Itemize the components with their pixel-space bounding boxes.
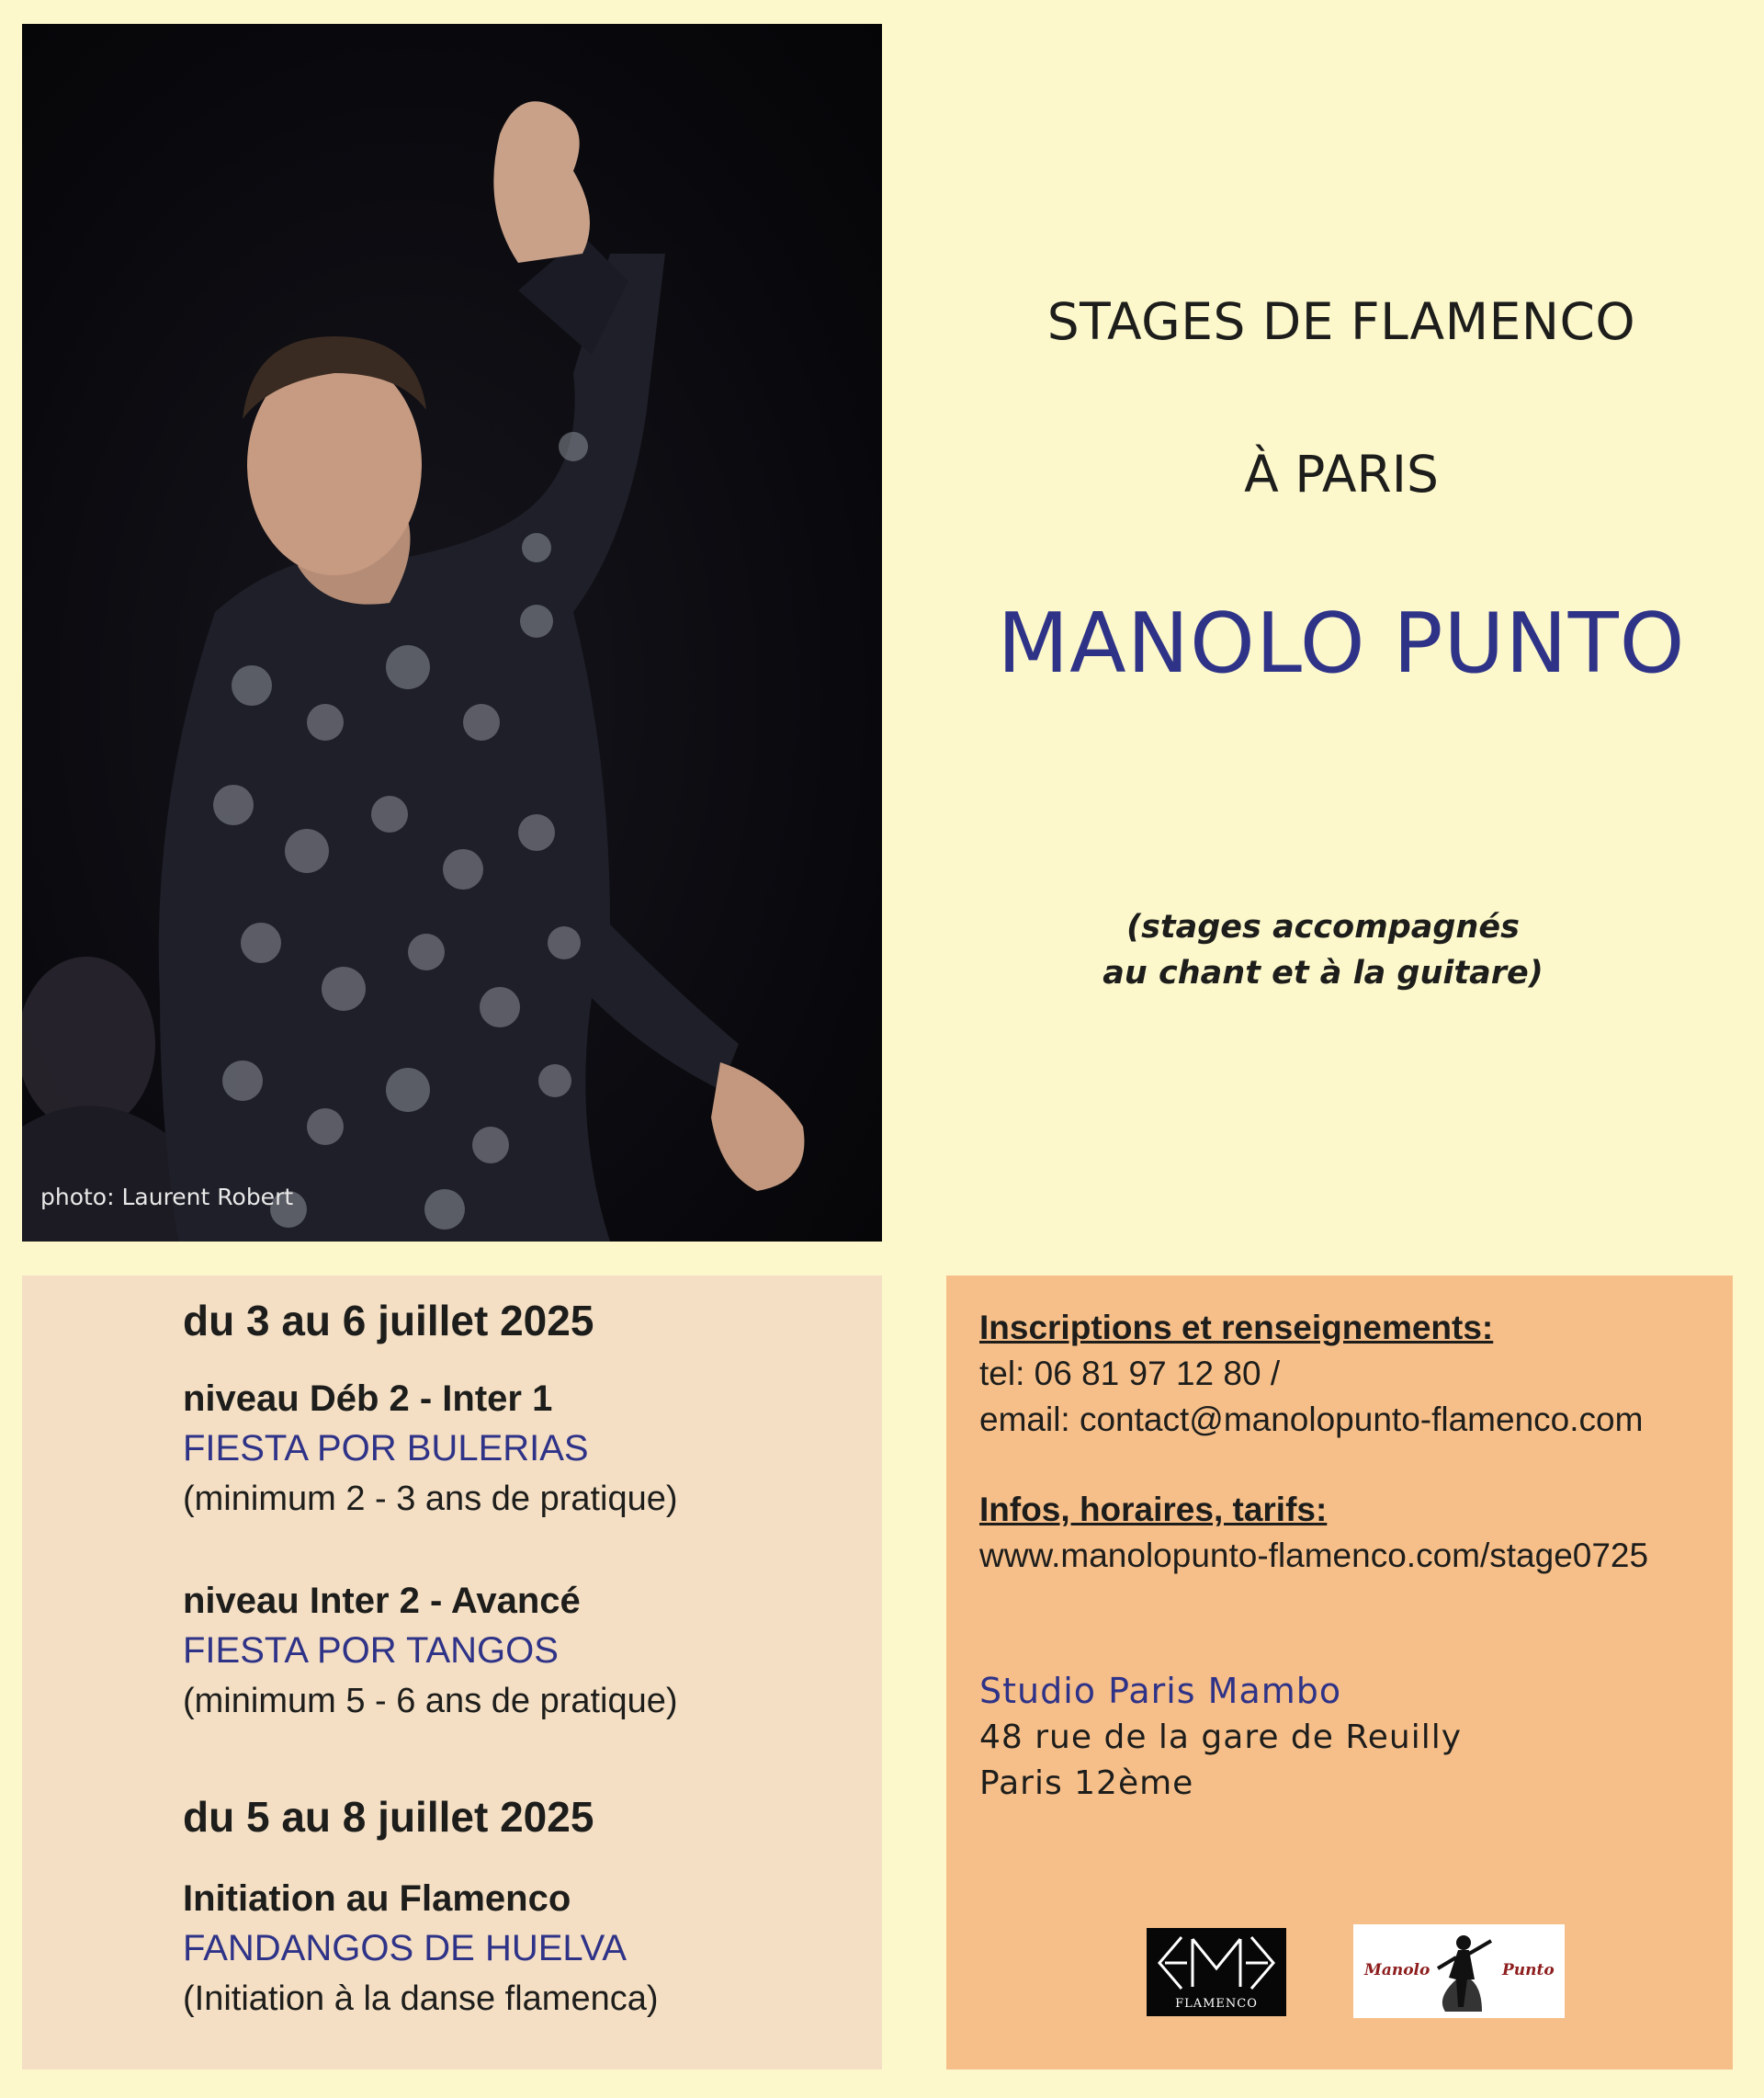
phone-number[interactable]: tel: 06 81 97 12 80 /	[979, 1355, 1281, 1392]
eme-logo-label: FLAMENCO	[1175, 1997, 1258, 2011]
subtitle	[1011, 904, 1635, 996]
infos-heading: Infos, horaires, tarifs:	[979, 1491, 1328, 1528]
inscriptions-heading: Inscriptions et renseignements:	[979, 1309, 1494, 1346]
stage-url-link[interactable]: www.manolopunto-flamenco.com/stage0725	[979, 1537, 1649, 1574]
course-name: FIESTA POR BULERIAS	[183, 1428, 589, 1469]
course-level: niveau Déb 2 - Inter 1	[183, 1378, 553, 1419]
logo-word-manolo: Manolo	[1364, 1961, 1430, 1979]
address-line-2: Paris 12ème	[979, 1764, 1194, 1802]
studio-name: Studio Paris Mambo	[979, 1671, 1342, 1711]
info-box	[946, 1276, 1733, 2070]
manolo-punto-logo	[1353, 1924, 1565, 2018]
course-name: FANDANGOS DE HUELVA	[183, 1928, 628, 1968]
title-line-1: STAGES DE FLAMENCO	[1046, 292, 1636, 351]
photo-credit: photo: Laurent Robert	[40, 1184, 294, 1210]
address-line-1: 48 rue de la gare de Reuilly	[979, 1718, 1463, 1756]
schedule-date-2: du 5 au 8 juillet 2025	[183, 1793, 594, 1841]
subtitle-line-1: (stages accompagnés	[1126, 909, 1520, 946]
email-link[interactable]: email: contact@manolopunto-flamenco.com	[979, 1401, 1644, 1438]
eme-flamenco-logo	[1147, 1928, 1286, 2016]
course-requirement: (minimum 2 - 3 ans de pratique)	[183, 1480, 678, 1518]
dancer-photo	[22, 24, 882, 1242]
course-level: niveau Inter 2 - Avancé	[183, 1581, 581, 1621]
course-name: FIESTA POR TANGOS	[183, 1630, 559, 1671]
dancer-illustration	[22, 24, 882, 1242]
course-level: Initiation au Flamenco	[183, 1878, 571, 1919]
course-requirement: (minimum 5 - 6 ans de pratique)	[183, 1682, 678, 1720]
artist-name: MANOLO PUNTO	[997, 595, 1686, 692]
subtitle-line-2: au chant et à la guitare)	[1102, 955, 1544, 992]
title-line-2: À PARIS	[1244, 445, 1439, 504]
logo-word-punto: Punto	[1502, 1961, 1555, 1979]
schedule-date-1: du 3 au 6 juillet 2025	[183, 1297, 594, 1344]
schedule-box	[22, 1276, 882, 2070]
course-requirement: (Initiation à la danse flamenca)	[183, 1979, 659, 2018]
